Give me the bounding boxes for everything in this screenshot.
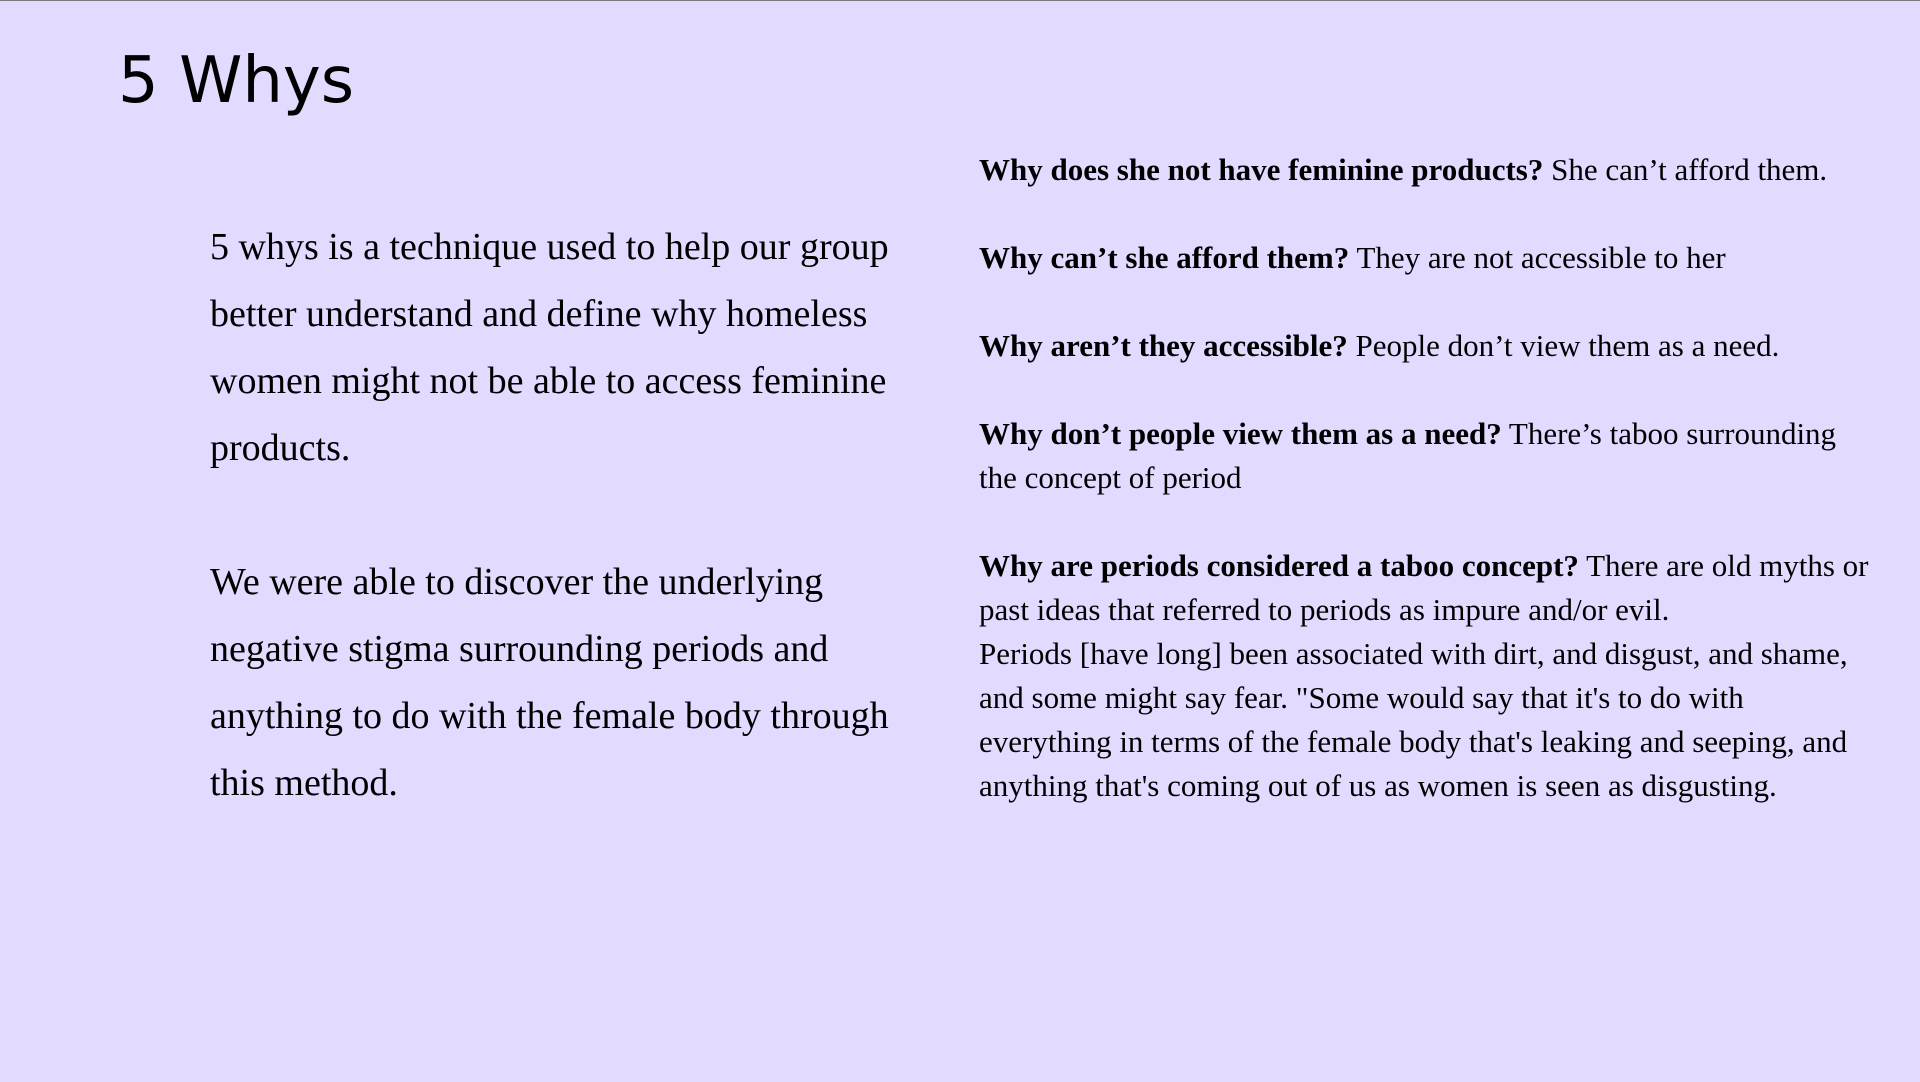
why-answer: There’s taboo surrounding the concept of period [979, 416, 1837, 495]
why-item-4 [979, 412, 1879, 500]
slide-title: 5 Whys [118, 44, 355, 118]
why-answer: There are old myths or past ideas that referred to periods as impure and/or evil. [979, 548, 1869, 627]
why-answer: People don’t view them as a need. [1355, 328, 1780, 363]
why-question: Why can’t she afford them? [979, 240, 1350, 275]
why-question: Why don’t people view them as a need? [979, 416, 1502, 451]
period-stigma-quote: Periods [have long] been associated with dirt, and disgust, and shame, and some might say fear. "Some would say that it's to do with everything in terms of the female body that's leaking and seeping, and anything that's coming out of us as women is seen as disgusting. [979, 636, 1848, 803]
intro-paragraph-discovery: We were able to discover the underlying negative stigma surrounding periods and anything to do with the female body through this method. [210, 561, 889, 804]
why-question: Why aren’t they accessible? [979, 328, 1348, 363]
why-item-2 [979, 236, 1879, 280]
why-question: Why does she not have feminine products? [979, 152, 1544, 187]
whys-list [979, 148, 1879, 808]
why-question: Why are periods considered a taboo concept? [979, 548, 1579, 583]
intro-text-block [210, 214, 930, 817]
why-item-1 [979, 148, 1879, 192]
why-item-3 [979, 324, 1879, 368]
why-answer: She can’t afford them. [1551, 152, 1828, 187]
slide [0, 1, 1920, 1082]
intro-paragraph-technique: 5 whys is a technique used to help our group better understand and define why homeless women might not be able to access feminine products. [210, 226, 889, 469]
why-item-5 [979, 544, 1879, 632]
why-answer: They are not accessible to her [1356, 240, 1726, 275]
